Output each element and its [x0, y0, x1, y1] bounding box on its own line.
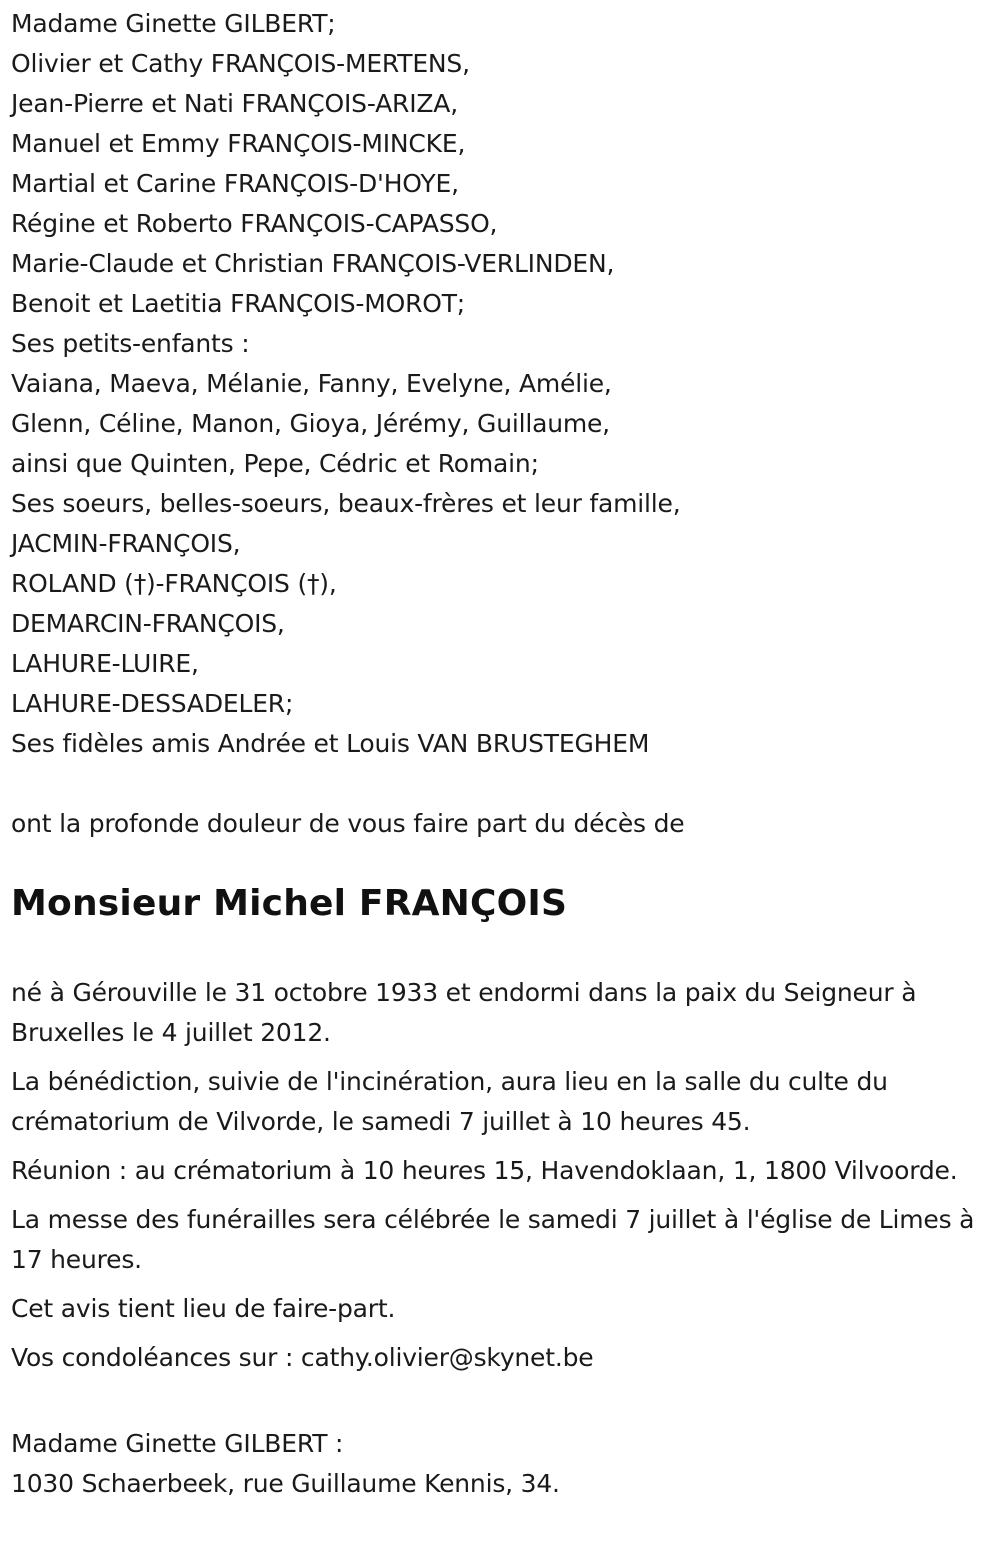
family-line: LAHURE-DESSADELER; [11, 689, 294, 718]
family-line: Vaiana, Maeva, Mélanie, Fanny, Evelyne, Amélie, [11, 369, 612, 398]
address-block [11, 1424, 986, 1504]
family-line: Benoit et Laetitia FRANÇOIS-MOROT; [11, 289, 466, 318]
family-line: Manuel et Emmy FRANÇOIS-MINCKE, [11, 129, 466, 158]
address-name: Madame Ginette GILBERT : [11, 1429, 344, 1458]
family-line: DEMARCIN-FRANÇOIS, [11, 609, 285, 638]
notice-statement: Cet avis tient lieu de faire-part. [11, 1294, 396, 1323]
ceremony-info: La bénédiction, suivie de l'incinération, aura lieu en la salle du culte du crématorium de Vilvorde, le samedi 7 juillet à 10 heures 45. [11, 1067, 888, 1136]
announcement-text: ont la profonde douleur de vous faire part du décès de [11, 809, 685, 838]
deceased-name: Monsieur Michel FRANÇOIS [11, 883, 568, 924]
family-line: Marie-Claude et Christian FRANÇOIS-VERLINDEN, [11, 249, 615, 278]
family-line: ROLAND (†)-FRANÇOIS (†), [11, 569, 337, 598]
family-line: Olivier et Cathy FRANÇOIS-MERTENS, [11, 49, 470, 78]
obituary-notice [11, 0, 986, 1504]
mass-info: La messe des funérailles sera célébrée le samedi 7 juillet à l'église de Limes à 17 heures. [11, 1205, 975, 1274]
address-street: 1030 Schaerbeek, rue Guillaume Kennis, 34. [11, 1469, 560, 1498]
family-line: Glenn, Céline, Manon, Gioya, Jérémy, Guillaume, [11, 409, 610, 438]
details-section [11, 973, 986, 1378]
family-list [11, 4, 986, 764]
birth-death-info: né à Gérouville le 31 octobre 1933 et endormi dans la paix du Seigneur à Bruxelles le 4 juillet 2012. [11, 978, 917, 1047]
friends-line: Ses fidèles amis Andrée et Louis VAN BRUSTEGHEM [11, 729, 650, 758]
family-line: JACMIN-FRANÇOIS, [11, 529, 241, 558]
family-line: Martial et Carine FRANÇOIS-D'HOYE, [11, 169, 459, 198]
family-line: LAHURE-LUIRE, [11, 649, 199, 678]
family-line: Régine et Roberto FRANÇOIS-CAPASSO, [11, 209, 498, 238]
family-line: Jean-Pierre et Nati FRANÇOIS-ARIZA, [11, 89, 458, 118]
meeting-info: Réunion : au crématorium à 10 heures 15, Havendoklaan, 1, 1800 Vilvoorde. [11, 1156, 958, 1185]
family-line: Madame Ginette GILBERT; [11, 9, 336, 38]
siblings-heading: Ses soeurs, belles-soeurs, beaux-frères et leur famille, [11, 489, 681, 518]
grandchildren-heading: Ses petits-enfants : [11, 329, 250, 358]
condolences-email: Vos condoléances sur : cathy.olivier@skynet.be [11, 1343, 594, 1372]
family-line: ainsi que Quinten, Pepe, Cédric et Romain; [11, 449, 539, 478]
